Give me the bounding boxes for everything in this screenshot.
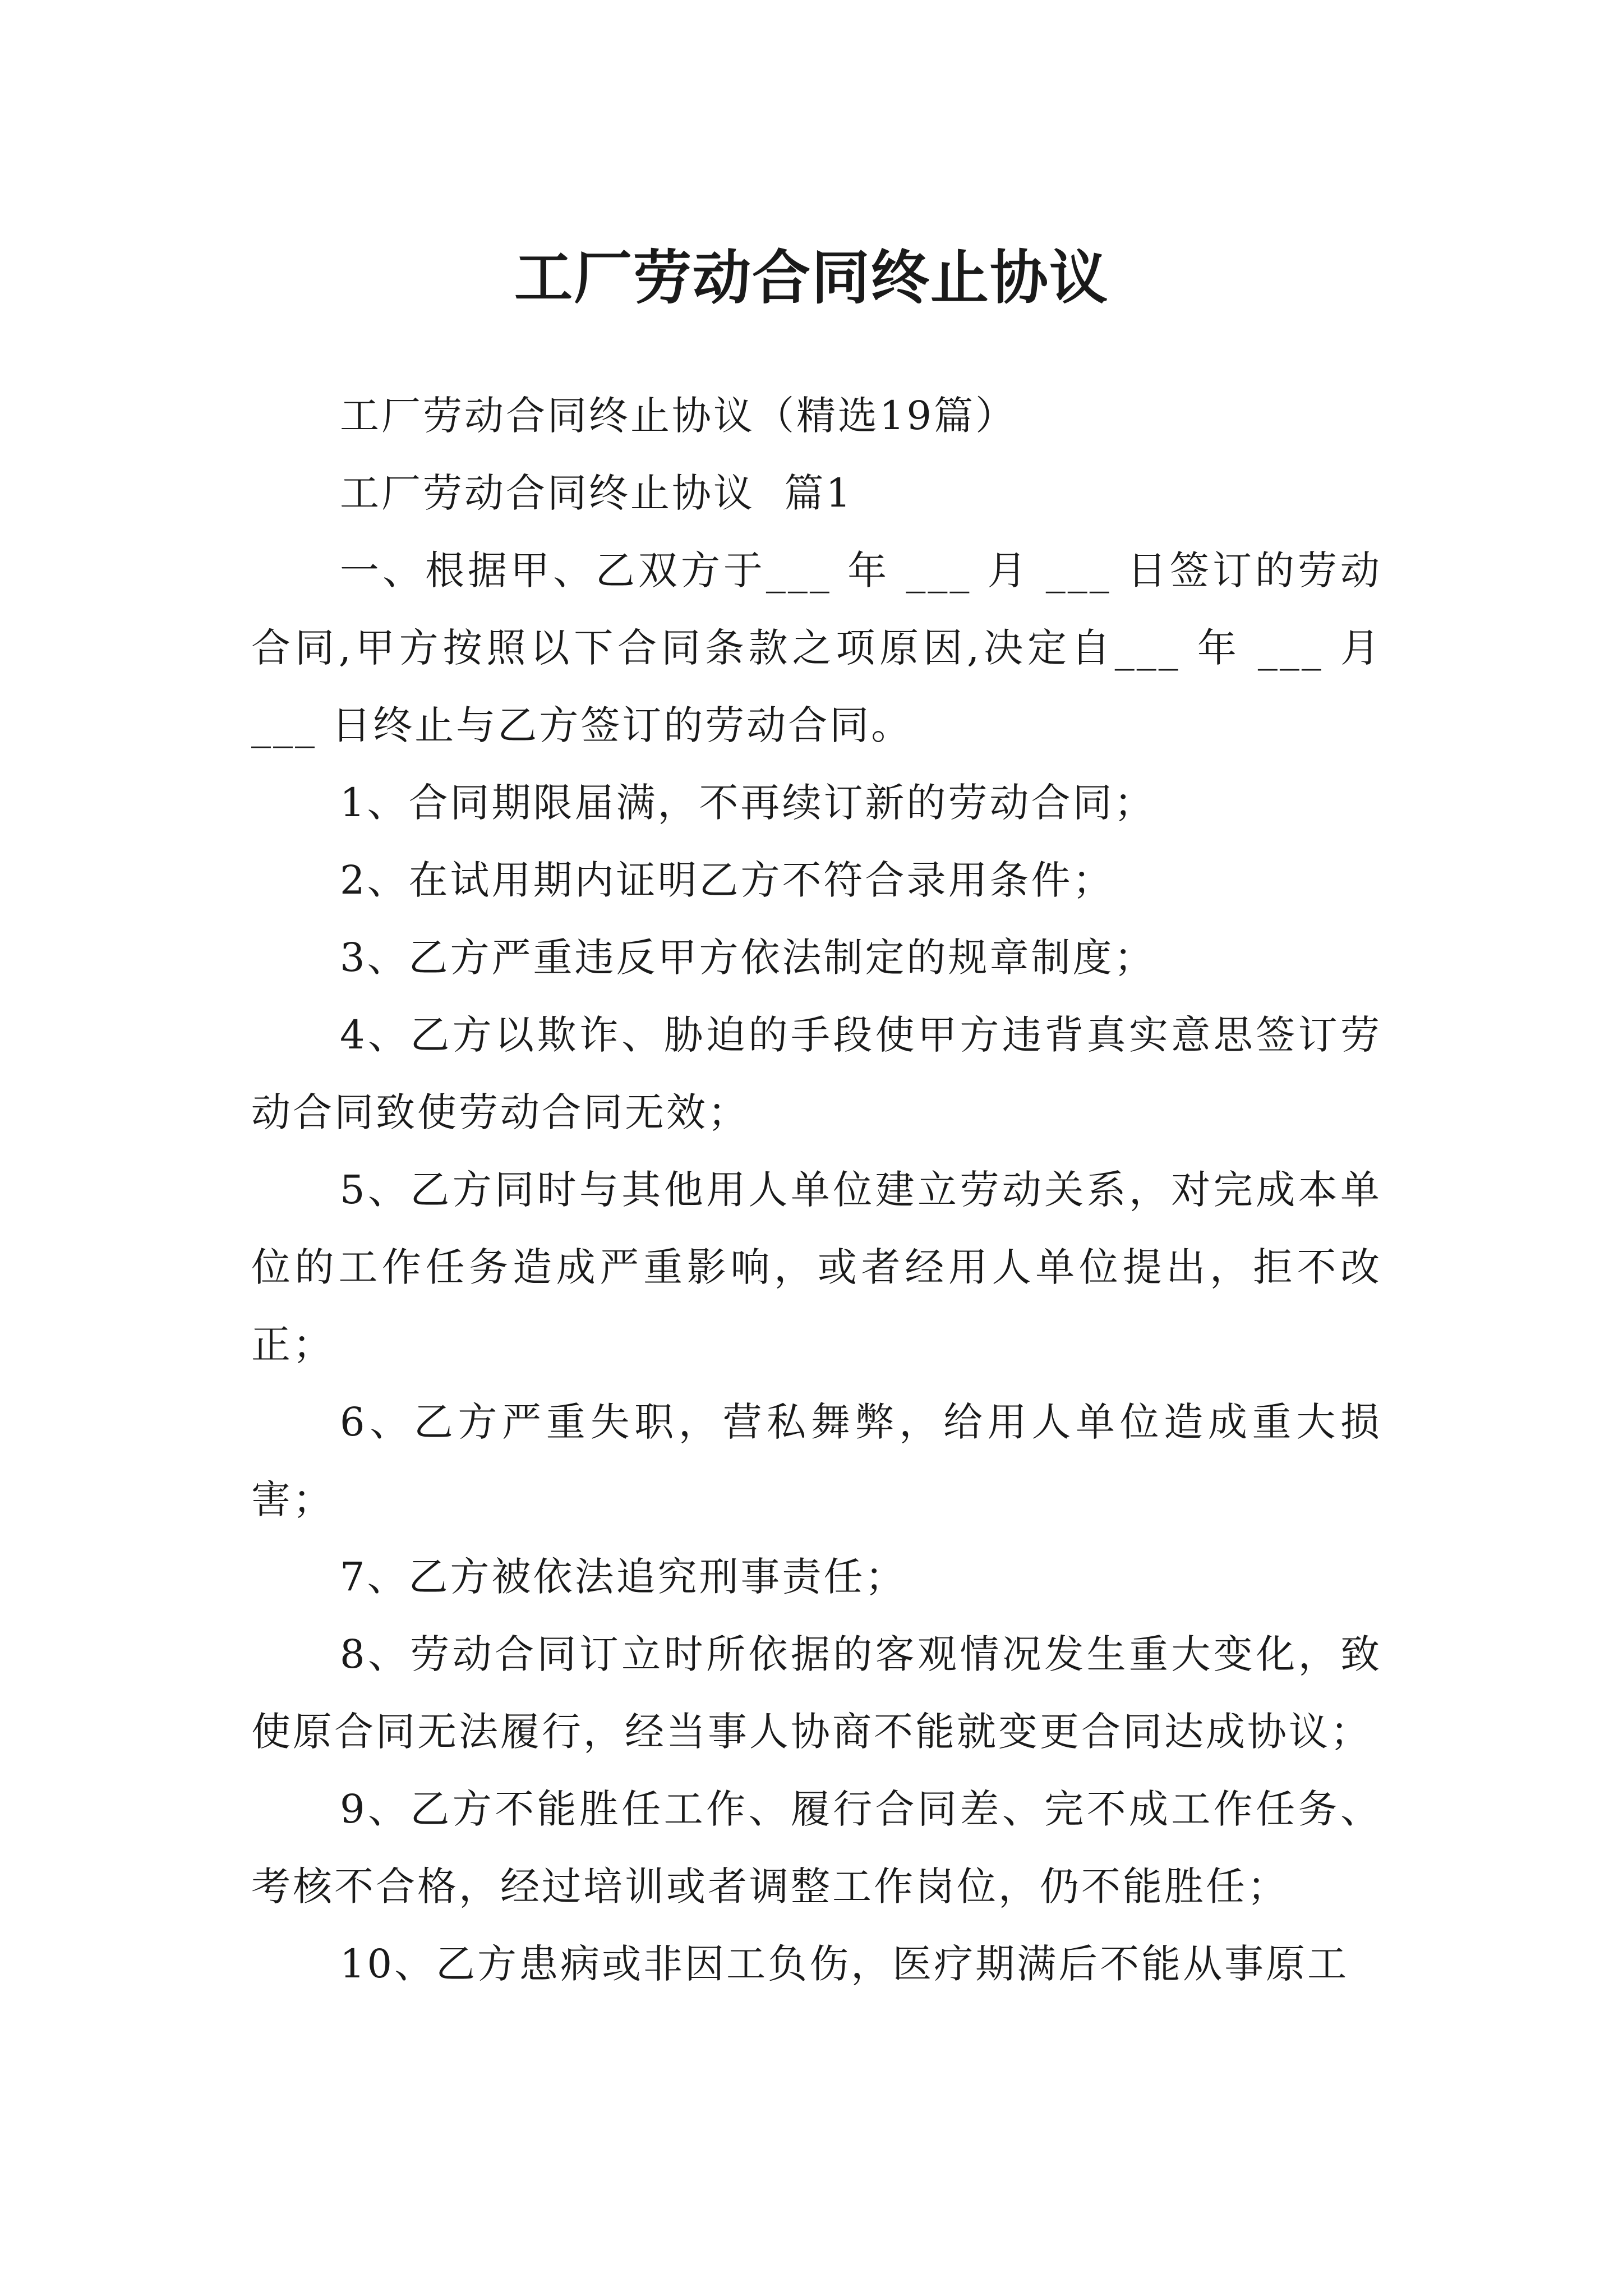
paragraph-item-9: 9、乙方不能胜任工作、履行合同差、完不成工作任务、考核不合格，经过培训或者调整工作岗位，仍不能胜任； — [251, 1786, 1382, 1910]
document-title: 工厂劳动合同终止协议 — [514, 242, 1109, 312]
paragraph-item-2: 2、在试用期内证明乙方不符合录用条件； — [340, 857, 1114, 903]
paragraph-item-8: 8、劳动合同订立时所依据的客观情况发生重大变化，致使原合同无法履行，经当事人协商不能就变更合同达成协议； — [251, 1631, 1382, 1755]
document-body — [251, 377, 1397, 2003]
paragraph-item-5: 5、乙方同时与其他用人单位建立劳动关系，对完成本单位的工作任务造成严重影响，或者经用人单位提出，拒不改正； — [251, 1167, 1382, 1368]
paragraph-item-1: 1、合同期限届满，不再续订新的劳动合同； — [340, 780, 1156, 826]
paragraph-item-10: 10、乙方患病或非因工负伤，医疗期满后不能从事原工 — [340, 1941, 1349, 1987]
paragraph-clause-1: 一、根据甲、乙双方于___ 年 ___ 月 ___ 日签订的劳动合同,甲方按照以下合同条款之项原因,决定自___ 年 ___ 月 ___ 日终止与乙方签订的劳动合同。 — [251, 547, 1397, 748]
paragraph-item-4: 4、乙方以欺诈、胁迫的手段使甲方违背真实意思签订劳动合同致使劳动合同无效； — [251, 1012, 1382, 1135]
paragraph-item-7: 7、乙方被依法追究刑事责任； — [340, 1554, 907, 1600]
paragraph-subtitle: 工厂劳动合同终止协议（精选19篇） — [340, 393, 1017, 439]
paragraph-item-3: 3、乙方严重违反甲方依法制定的规章制度； — [340, 935, 1156, 981]
paragraph-item-6: 6、乙方严重失职，营私舞弊，给用人单位造成重大损害； — [251, 1399, 1382, 1522]
paragraph-section-heading: 工厂劳动合同终止协议 篇1 — [340, 470, 854, 516]
